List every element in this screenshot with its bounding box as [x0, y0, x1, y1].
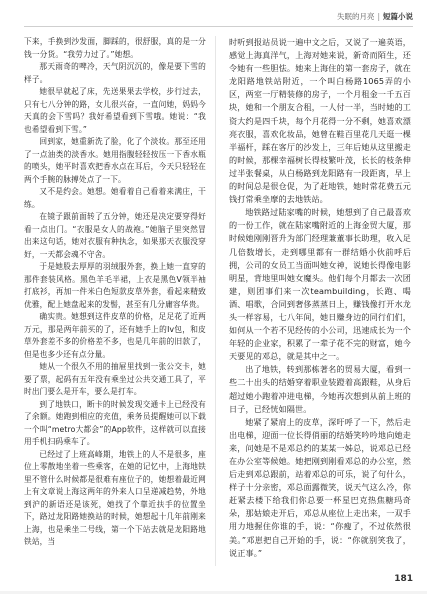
paragraph: 出了地铁，转到那栋著名的贸易大厦，看到一些二十出头的结婚穿着职业装蹬着高跟鞋，从身后超过她小跑着冲进电梯，今她再次想到从前上班的日子，已经恍如隔世。: [229, 364, 411, 414]
running-header: [337, 8, 413, 24]
paragraph: 她紧了紧肩上的皮草，深吁呼了一下，然后走出电梯，迎面一位长得俏丽的结婚笑吟吟地向她走来，问她是不是邓总约的某某一姊总，说邓总已经在办公室等候她。她把刚到刚看邓总的办公室，然后走到邓总跟前，站着邓总的可乐，说了句什么，样子十分亲密，邓总面露微笑，说天气这么冷，你赶紧去楼下给我们你总要一杯星巴克热焦糖玛奇朵，那姑娘走开后，邓总从座位上走出来，一双手用力地握住你谁的手，说：“你瘦了，不过依然很美。”邓崽把自己开始的手，说：“你就别笑我了，说正事。”: [229, 416, 411, 558]
paragraph: 她很早就起了床，先送果果去学校，步行过去，只有七八分钟的路，女儿很兴奋，一直问她，妈妈今天真的会下雪吗？我好希望看到下雪哦。她说：“我也希望看到下雪。”: [24, 87, 206, 134]
paragraph: 她从一个很久不用的抽屉里找到一张公交卡，她要了票，起码有五年没有乘坐过公共交通工具了，平时出门要么是开车，要么是打车。: [24, 362, 206, 396]
magazine-name: 失眠的月亮: [336, 11, 375, 21]
right-column: [229, 36, 411, 560]
paragraph: 又不是约会。她想。她看着自己看着来满庄，干练。: [24, 187, 206, 209]
header-separator: |: [377, 11, 380, 21]
page-number: 181: [394, 574, 413, 584]
paragraph: 时听到报站员说一遍中文之后，又说了一遍英语，感觉上海真洋气，上海对她来说，新奇而陌生，还令她有一些胆怯。她来上海住的第一套房子，就在龙阳路地铁站附近，一个叫白杨路1065弄的小区，两室一厅精装修的房子，一个月租金一千五百块，她和一个朋友合租，一人付一半，当时她的工资大约是四千块，每个月花得一分不剩，她喜欢漂亮衣服，喜欢化妆品，她曾在鞋百里花几天逛一棵半福杆，踩在客厅的沙发上，三年后她从这里搬走的时候，那棵幸福树长得枝繁叶茂，长长的枝条伸过半张餐桌，从白杨路到龙阳路有一段距离，早上的时间总是很仓促，为了赶地铁，她时常花费五元钱打常乘坐摩的去地铁站。: [229, 37, 411, 205]
paragraph: 地铁路过陆家嘴的时候，她想到了自己最喜欢的一份工作，就在陆家嘴附近的上海金贸大厦，那时候她刚刚晋升为部门经理兼董事长助理，收入足几倍数增长，走到哪里都有一群结婚小伙前呼后拥，公司的女员工当面叫她女神，说她长得像电影明星，背地里叫她女魔头。他们每个月都去一次团建，则团事们来一次teambuilding，长跑、喝酒、唱歌，合同到奢侈蒸蒸日上，赚钱像打开水龙头一样容易，七八年间，她日赚身边的同行们们，如何从一个若不见经传的小公司，迅速成长为一个年轻的企业家，积累了一辈子花不完的财富，她今天要见的邓总，就是其中之一。: [229, 207, 411, 362]
paragraph: 下来，手换到沙发面，脚踩的，很舒服，真的是一分钱一分货。“我劳力过了。”她想。: [24, 37, 206, 59]
paragraph: 在镜子跟前面转了五分钟，她还是决定要穿得好看一点出门。“衣服是女人的战袍。”她脑子里突然冒出来这句话，她对衣服有种执念，如果那天衣服没穿好，一天都会魂不守舍。: [24, 212, 206, 259]
paragraph: 回到家，她重新洗了脸，化了个淡妆。那至还用了一点油类的淡香水。她用指腹轻轻按压一下香水瓶的喷头，她平时喜欢把香水点在耳后，今天只轻轻在两个手腕的脉搏处点了一下。: [24, 137, 206, 184]
header-divider: [24, 26, 413, 27]
section-name: 短篇小说: [383, 11, 413, 21]
paragraph: 确实贵。她想到这件皮草的价格，足足花了近两万元，那是两年前买的了，还有她手上的Iv包，和皮草外套差不多的价格差不多，也是几年前的旧款了，但是也多少还有点分量。: [24, 312, 206, 359]
paragraph: 于是她股去厚厚的羽绒服外套，换上她一直穿的那件套装风格。黑色羊毛半裙，上衣是黑色V领半袖打底衫，再加一件米白色短款皮草外套，看起来精致优雅，配上她盘起来的发髻，甚至有几分庸容华贵。: [24, 262, 206, 309]
left-column: [24, 36, 206, 549]
paragraph: 那天雨奇的啤冷，天气阴沉沉的，像是要下雪的样子。: [24, 62, 206, 84]
column-divider: [215, 36, 216, 566]
paragraph: 已经过了上班高峰期，地铁上的人不是很多，座位上零散地坐着一些乘客，在她的记忆中，上海地铁里不管什么时候都是很难有座位子的，她想着最近网上有文章说上海这两年的外来人口呈递减趋势，外地到沪的新语还是该死，她找了个靠近扶手的位置坐下，路过龙阳路她换站的时候，她想起十几年前刚来上海，也是乘坐二号线，第一个下站去就是龙阳路地铁站，当: [24, 449, 206, 546]
paragraph: 到了地铁口，断卡的时候发现交通卡上已经没有了余额。她跑到相应的充值，乘务员提醒她可以下载一个叫“metro大都会”的App软件，这样就可以直接用手机扫码乘车了。: [24, 399, 206, 446]
